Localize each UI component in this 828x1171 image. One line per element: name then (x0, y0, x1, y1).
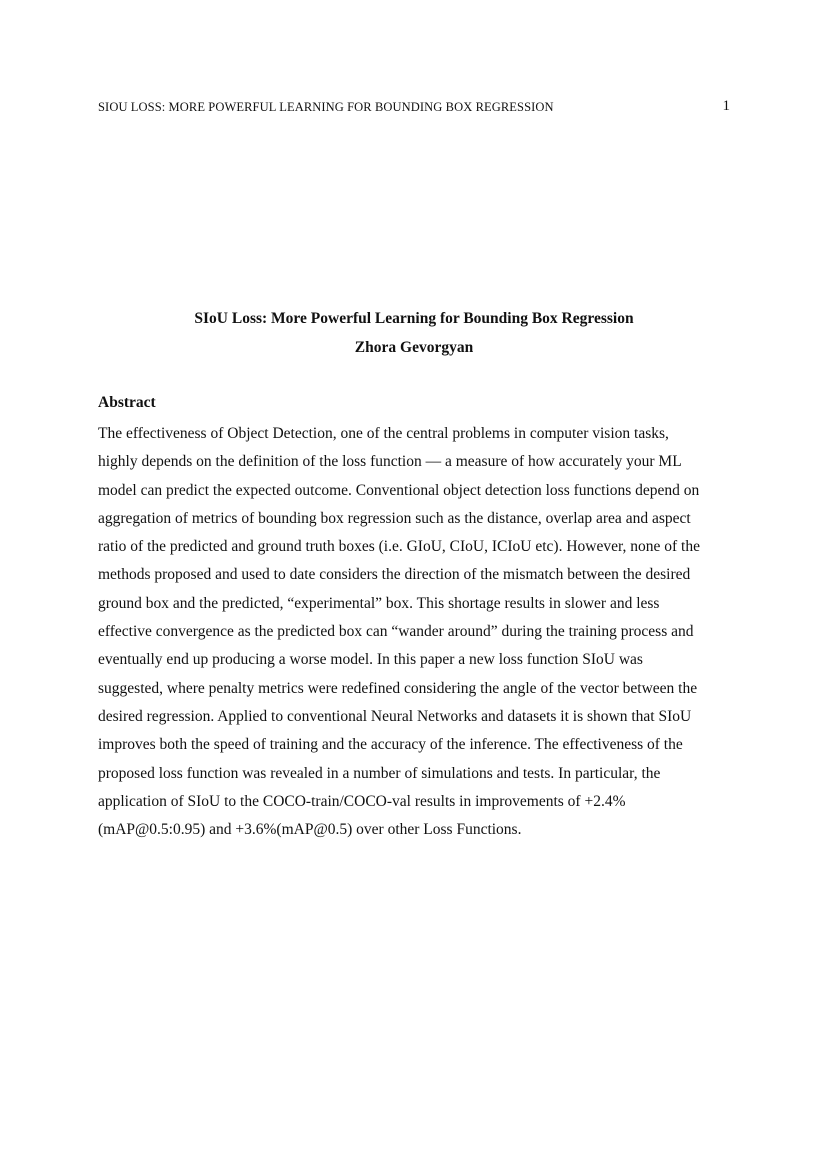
abstract-line: desired regression. Applied to conventional Neural Networks and datasets it is shown that SIoU (98, 707, 692, 725)
abstract-line: improves both the speed of training and the accuracy of the inference. The effectiveness of the (98, 736, 683, 754)
abstract-heading: Abstract (98, 394, 156, 411)
paper-author: Zhora Gevorgyan (354, 339, 474, 356)
abstract-line: effective convergence as the predicted box can “wander around” during the training process and (98, 623, 694, 641)
paper-title: SIoU Loss: More Powerful Learning for Bounding Box Regression (194, 310, 634, 327)
abstract-line: ground box and the predicted, “experimental” box. This shortage results in slower and less (98, 594, 660, 612)
abstract-line: application of SIoU to the COCO-train/COCO-val results in improvements of +2.4% (98, 792, 626, 810)
abstract-line: aggregation of metrics of bounding box regression such as the distance, overlap area and aspect (98, 509, 691, 527)
abstract-body (98, 420, 730, 844)
abstract-line: (mAP@0.5:0.95) and +3.6%(mAP@0.5) over other Loss Functions. (98, 821, 522, 839)
abstract-line: ratio of the predicted and ground truth boxes (i.e. GIoU, CIoU, ICIoU etc). However, none of the (98, 538, 700, 556)
abstract-line: eventually end up producing a worse model. In this paper a new loss function SIoU was (98, 651, 643, 669)
page-number: 1 (722, 98, 730, 114)
abstract-line: methods proposed and used to date considers the direction of the mismatch between the desired (98, 566, 691, 584)
abstract-line: The effectiveness of Object Detection, one of the central problems in computer vision tasks, (98, 425, 669, 442)
abstract-line: model can predict the expected outcome. Conventional object detection loss functions depend on (98, 481, 700, 499)
abstract-line: proposed loss function was revealed in a number of simulations and tests. In particular, the (98, 764, 661, 782)
abstract-line: suggested, where penalty metrics were redefined considering the angle of the vector between the (98, 679, 698, 697)
running-head: SIOU LOSS: MORE POWERFUL LEARNING FOR BOUNDING BOX REGRESSION (98, 100, 554, 114)
abstract-line: highly depends on the definition of the loss function — a measure of how accurately your ML (98, 453, 682, 471)
